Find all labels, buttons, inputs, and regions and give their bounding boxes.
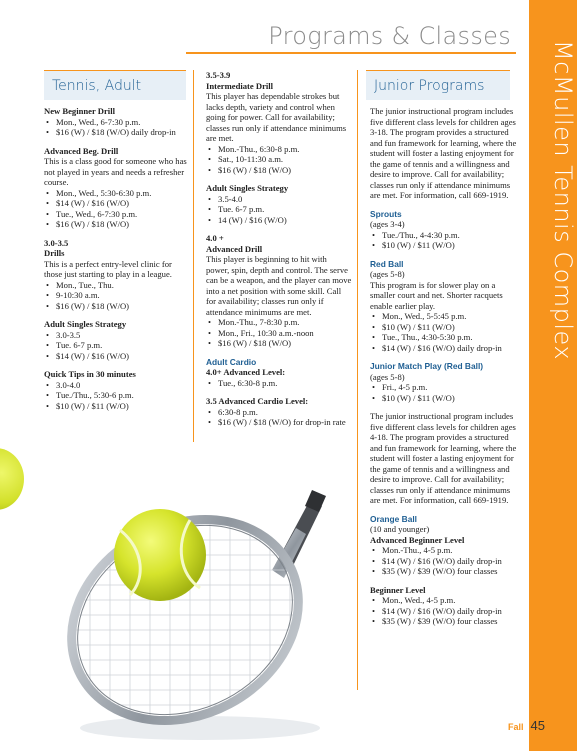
- list-item: • $16 (W) / $18 (W/O): [44, 219, 189, 230]
- list-item: • Fri., 4-5 p.m.: [370, 382, 520, 393]
- quick-tips-title: Quick Tips in 30 minutes: [44, 369, 136, 379]
- list-item: • Sat., 10-11:30 a.m.: [206, 154, 352, 165]
- list-item: • 6:30-8 p.m.: [206, 407, 352, 418]
- advanced-beg-drill-list: [44, 188, 189, 230]
- column-junior-programs: [370, 106, 520, 627]
- sprouts-list: [370, 230, 520, 251]
- tennis-ball-partial-image: [0, 448, 24, 510]
- beginner-level-list: [370, 595, 520, 627]
- adult-singles-title: Adult Singles Strategy: [44, 319, 127, 329]
- cardio-advanced-title: 4.0+ Advanced Level:: [206, 367, 286, 377]
- advanced-beg-drill-desc: This is a class good for someone who has not played in years and needs a refresher course.: [44, 156, 187, 187]
- list-item: • $35 (W) / $39 (W/O) four classes: [370, 616, 520, 627]
- intermediate-drill-desc: This player has dependable strokes but lacks depth, variety and control when going for power. Call for availability; classes run only if attendance minimums are met.: [206, 91, 347, 143]
- list-item: • $10 (W) / $11 (W/O): [370, 240, 520, 251]
- quick-tips-list: [44, 380, 189, 412]
- orange-ball-ages: (10 and younger): [370, 524, 430, 534]
- list-item: • Mon., Wed., 5:30-6:30 p.m.: [44, 188, 189, 199]
- list-item: • $10 (W) / $11 (W/O): [370, 322, 520, 333]
- red-ball-desc: This program is for slower play on a smaller court and net. Shorter racquets enable earlier play.: [370, 279, 503, 311]
- list-item: • Mon., Fri., 10:30 a.m.-noon: [206, 328, 352, 339]
- intermediate-drill-list: [206, 144, 352, 176]
- beginner-level-title: Beginner Level: [370, 584, 426, 595]
- list-item: • 14 (W) / $16 (W/O): [206, 215, 352, 226]
- list-item: • $16 (W) / $18 (W/O): [44, 301, 189, 312]
- list-item: • $14 (W) / $16 (W/O) daily drop-in: [370, 343, 520, 354]
- list-item: • 3.0-4.0: [44, 380, 189, 391]
- page-footer: [508, 718, 545, 733]
- adult-cardio-title: Adult Cardio: [206, 356, 257, 367]
- list-item: • $10 (W) / $11 (W/O): [44, 401, 189, 412]
- intermediate-level: 3.5-3.9: [206, 70, 231, 80]
- list-item: • Mon., Wed., 5-5:45 p.m.: [370, 311, 520, 322]
- list-item: • $14 (W) / $16 (W/O): [44, 351, 189, 362]
- list-item: • 3.5-4.0: [206, 194, 352, 205]
- list-item: • 3.0-3.5: [44, 330, 189, 341]
- cardio-advanced-list: [206, 378, 352, 389]
- list-item: • $16 (W) / $18 (W/O): [206, 338, 352, 349]
- new-beginner-drill-list: [44, 117, 189, 138]
- junior-match-title: Junior Match Play (Red Ball): [370, 361, 484, 371]
- column-adult-continued: [206, 70, 352, 428]
- side-title: McMullen Tennis Complex: [549, 40, 577, 361]
- list-item: • 9-10:30 a.m.: [44, 290, 189, 301]
- red-ball-list: [370, 311, 520, 353]
- orange-ball-title: Orange Ball: [370, 513, 418, 524]
- orange-adv-title: Advanced Beginner Level: [370, 534, 465, 545]
- side-title-wrap: [529, 40, 577, 361]
- list-item: • Tue. 6-7 p.m.: [44, 340, 189, 351]
- drills-title: Drills: [44, 248, 65, 258]
- list-item: • $16 (W) / $18 (W/O): [206, 165, 352, 176]
- drills-desc: This is a perfect entry-level clinic for those just starting to play in a league.: [44, 258, 172, 279]
- intermediate-drill-title: Intermediate Drill: [206, 80, 274, 91]
- list-item: • Tue., 6:30-8 p.m.: [206, 378, 352, 389]
- red-ball-title: Red Ball: [370, 258, 404, 269]
- list-item: • Tue., Thu., 4:30-5:30 p.m.: [370, 332, 520, 343]
- footer-season: Fall: [507, 722, 524, 732]
- sprouts-title: Sprouts: [370, 208, 402, 219]
- advanced-level: 4.0 +: [206, 233, 224, 243]
- list-item: • $10 (W) / $11 (W/O): [370, 393, 520, 404]
- advanced-drill-title: Advanced Drill: [206, 243, 263, 254]
- list-item: • $16 (W) / $18 (W/O) for drop-in rate: [206, 417, 352, 428]
- sprouts-ages: (ages 3-4): [370, 219, 405, 229]
- adult-singles-title-2: Adult Singles Strategy: [206, 183, 289, 193]
- list-item: • Tue., Wed., 6-7:30 p.m.: [44, 209, 189, 220]
- cardio-35-list: [206, 407, 352, 428]
- junior-intro-1: The junior instructional program includes five different class levels for children ages 3-18. The program provides a structured and fun framework for learning, where the student will foster a lasting enjoyment for the game of tennis and a willingness and desire to improve. Call for availability; classes run only if attendance minimums are met. For information, call 669-1919.: [370, 106, 517, 200]
- list-item: • $16 (W) / $18 (W/O) daily drop-in: [44, 127, 189, 138]
- list-item: • $14 (W) / $16 (W/O) daily drop-in: [370, 556, 520, 567]
- adult-singles-list: [44, 330, 189, 362]
- advanced-drill-desc: This player is beginning to hit with power, spin, depth and control. The serve can be a weapon, and the player can move into a net position with some skill. Call for availability; classes run only if attendance minimums are met.: [206, 254, 352, 317]
- advanced-beg-drill-title: Advanced Beg. Drill: [44, 145, 119, 156]
- advanced-drill-list: [206, 317, 352, 349]
- orange-adv-list: [370, 545, 520, 577]
- list-item: • Tue./Thu., 4-4:30 p.m.: [370, 230, 520, 241]
- section-header-tennis-adult: Tennis, Adult: [44, 70, 186, 100]
- cardio-35-title: 3.5 Advanced Cardio Level:: [206, 396, 309, 406]
- column-divider-1: [193, 70, 194, 442]
- drills-list: [44, 280, 189, 312]
- list-item: • $14 (W) / $16 (W/O) daily drop-in: [370, 606, 520, 617]
- list-item: • $35 (W) / $39 (W/O) four classes: [370, 566, 520, 577]
- header-rule: [186, 52, 516, 54]
- list-item: • $14 (W) / $16 (W/O): [44, 198, 189, 209]
- junior-match-ages: (ages 5-8): [370, 371, 405, 382]
- adult-singles-list-2: [206, 194, 352, 226]
- list-item: • Mon.-Thu., 4-5 p.m.: [370, 545, 520, 556]
- drills-level: 3.0-3.5: [44, 237, 69, 248]
- section-header-junior-programs: Junior Programs: [366, 70, 510, 100]
- page-title: Programs & Classes: [268, 22, 511, 50]
- page-number: 45: [530, 718, 545, 733]
- new-beginner-drill-title: New Beginner Drill: [44, 106, 115, 116]
- list-item: • Mon., Wed., 6-7:30 p.m.: [44, 117, 189, 128]
- red-ball-ages: (ages 5-8): [370, 269, 405, 279]
- tennis-racquet-image: [50, 470, 370, 745]
- column-tennis-adult: [44, 106, 189, 411]
- junior-match-list: [370, 382, 520, 403]
- list-item: • Mon.-Thu., 6:30-8 p.m.: [206, 144, 352, 155]
- list-item: • Tue. 6-7 p.m.: [206, 204, 352, 215]
- list-item: • Mon.-Thu., 7-8:30 p.m.: [206, 317, 352, 328]
- list-item: • Mon., Tue., Thu.: [44, 280, 189, 291]
- list-item: • Tue./Thu., 5:30-6 p.m.: [44, 390, 189, 401]
- list-item: • Mon., Wed., 4-5 p.m.: [370, 595, 520, 606]
- junior-intro-2: The junior instructional program includes five different class levels for children ages 4-18. The program provides a structured and fun framework for learning, where the student will foster a lasting enjoyment for the game of tennis and a willingness and desire to improve. Call for availability; classes run only if attendance minimums are met. For information, call 669-1919.: [370, 411, 517, 505]
